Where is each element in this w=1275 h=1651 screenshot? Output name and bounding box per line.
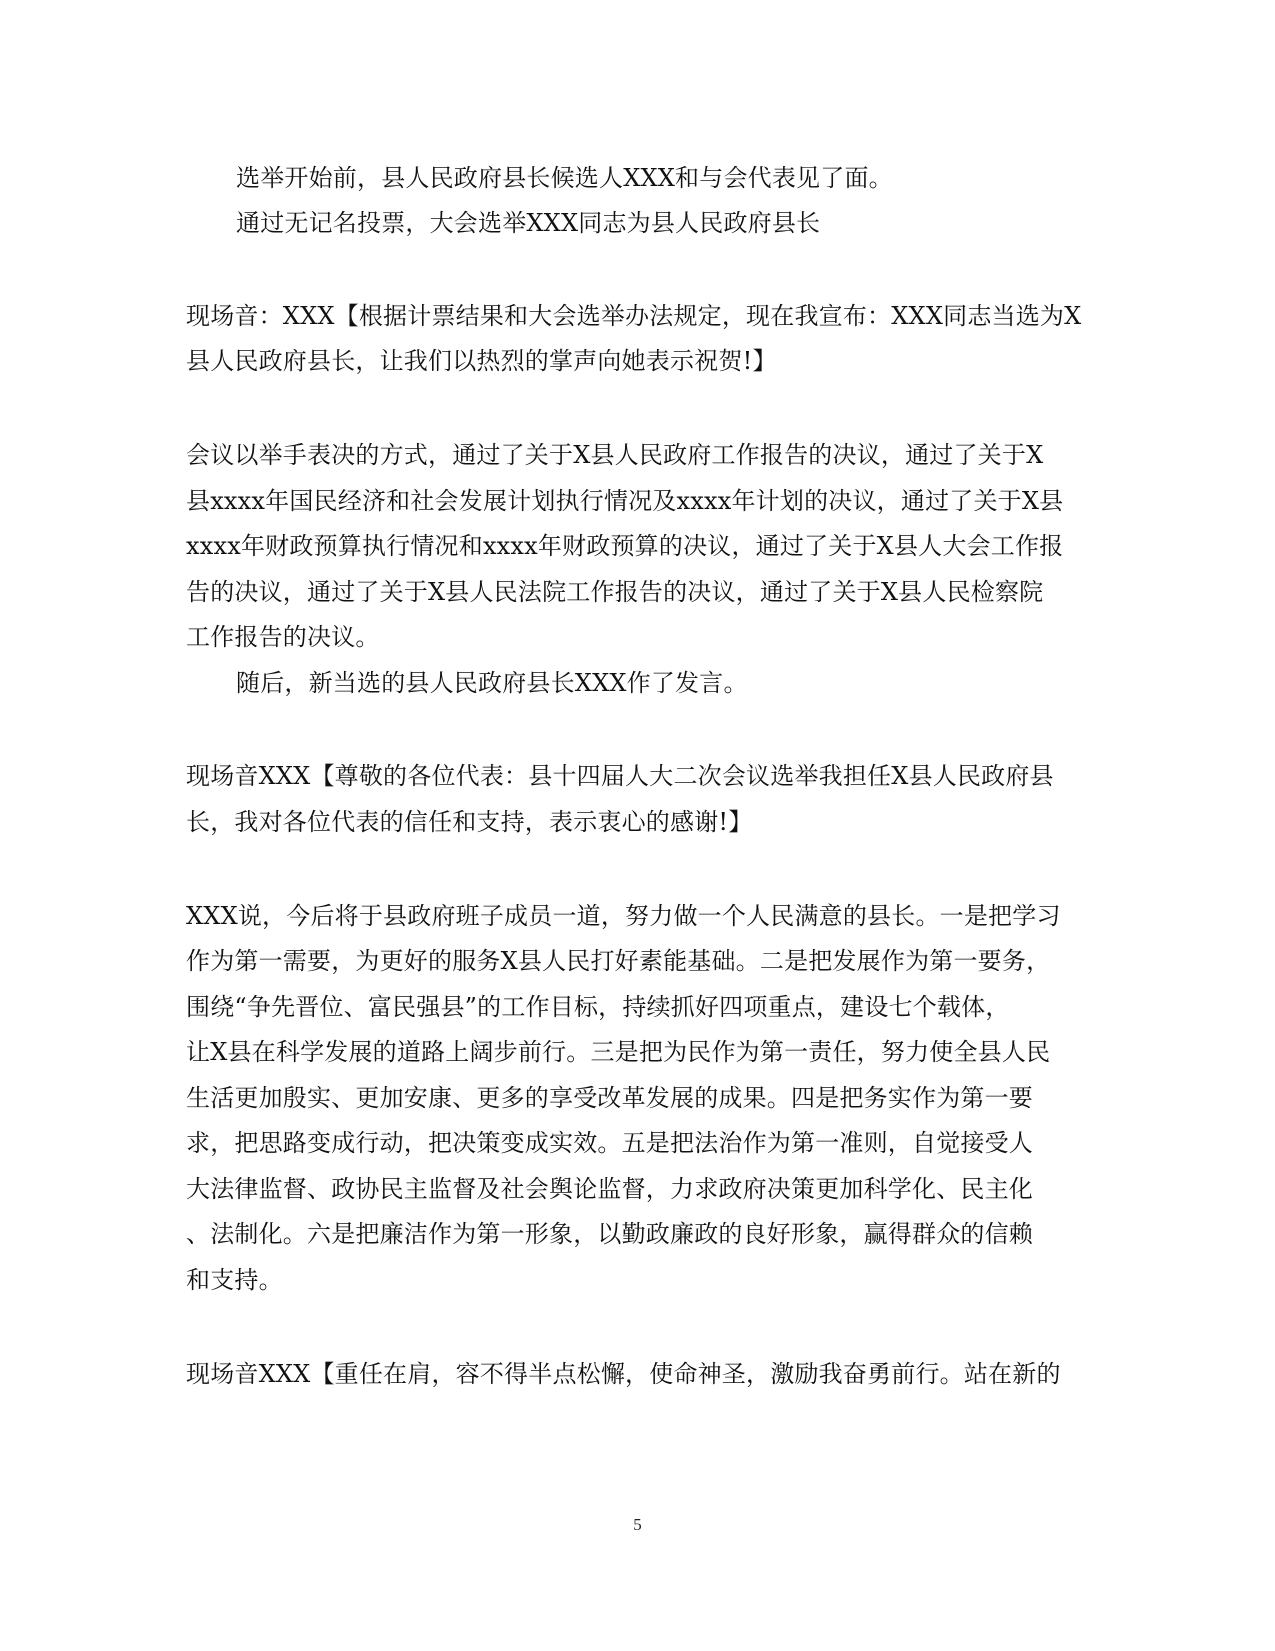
paragraph-line: 工作报告的决议。	[186, 623, 380, 651]
paragraph-line: 县xxxx年国民经济和社会发展计划执行情况及xxxx年计划的决议，通过了关于X县	[186, 487, 1064, 515]
paragraph-line: 围绕“争先晋位、富民强县”的工作目标，持续抓好四项重点，建设七个载体，	[186, 993, 1010, 1021]
paragraph-line: 长，我对各位代表的信任和支持，表示衷心的感谢!】	[186, 808, 753, 836]
paragraph-line: 让X县在科学发展的道路上阔步前行。三是把为民作为第一责任，努力使全县人民	[186, 1038, 1051, 1066]
paragraph-line: 求，把思路变成行动，把决策变成实效。五是把法治作为第一准则，自觉接受人	[186, 1129, 1033, 1157]
paragraph-line: 随后，新当选的县人民政府县长XXX作了发言。	[236, 669, 748, 697]
paragraph-line: 、法制化。六是把廉洁作为第一形象，以勤政廉政的良好形象，赢得群众的信赖	[186, 1220, 1033, 1248]
paragraph-line: 大法律监督、政协民主监督及社会舆论监督，力求政府决策更加科学化、民主化	[186, 1175, 1033, 1203]
paragraph-line: 告的决议，通过了关于X县人民法院工作报告的决议，通过了关于X县人民检察院	[186, 578, 1044, 606]
paragraph-line: 通过无记名投票，大会选举XXX同志为县人民政府县长	[236, 209, 821, 237]
paragraph-line: 现场音XXX【尊敬的各位代表：县十四届人大二次会议选举我担任X县人民政府县	[186, 762, 1054, 790]
paragraph-line: 生活更加殷实、更加安康、更多的享受改革发展的成果。四是把务实作为第一要	[186, 1084, 1033, 1112]
paragraph-line: 现场音：XXX【根据计票结果和大会选举办法规定，现在我宣布：XXX同志当选为X	[186, 302, 1082, 330]
paragraph-line: 选举开始前，县人民政府县长候选人XXX和与会代表见了面。	[236, 164, 893, 192]
paragraph-line: 县人民政府县长，让我们以热烈的掌声向她表示祝贺!】	[186, 347, 777, 375]
paragraph-line: 作为第一需要，为更好的服务X县人民打好素能基础。二是把发展作为第一要务，	[186, 947, 1051, 975]
page-number: 5	[633, 1515, 642, 1534]
paragraph-line: 会议以举手表决的方式，通过了关于X县人民政府工作报告的决议，通过了关于X	[186, 441, 1044, 469]
paragraph-line: 和支持。	[186, 1266, 283, 1294]
paragraph-line: 现场音XXX【重任在肩，容不得半点松懈，使命神圣，激励我奋勇前行。站在新的	[186, 1360, 1061, 1388]
paragraph-line: XXX说，今后将于县政府班子成员一道，努力做一个人民满意的县长。一是把学习	[186, 902, 1061, 930]
paragraph-line: xxxx年财政预算执行情况和xxxx年财政预算的决议，通过了关于X县人大会工作报	[186, 532, 1064, 560]
